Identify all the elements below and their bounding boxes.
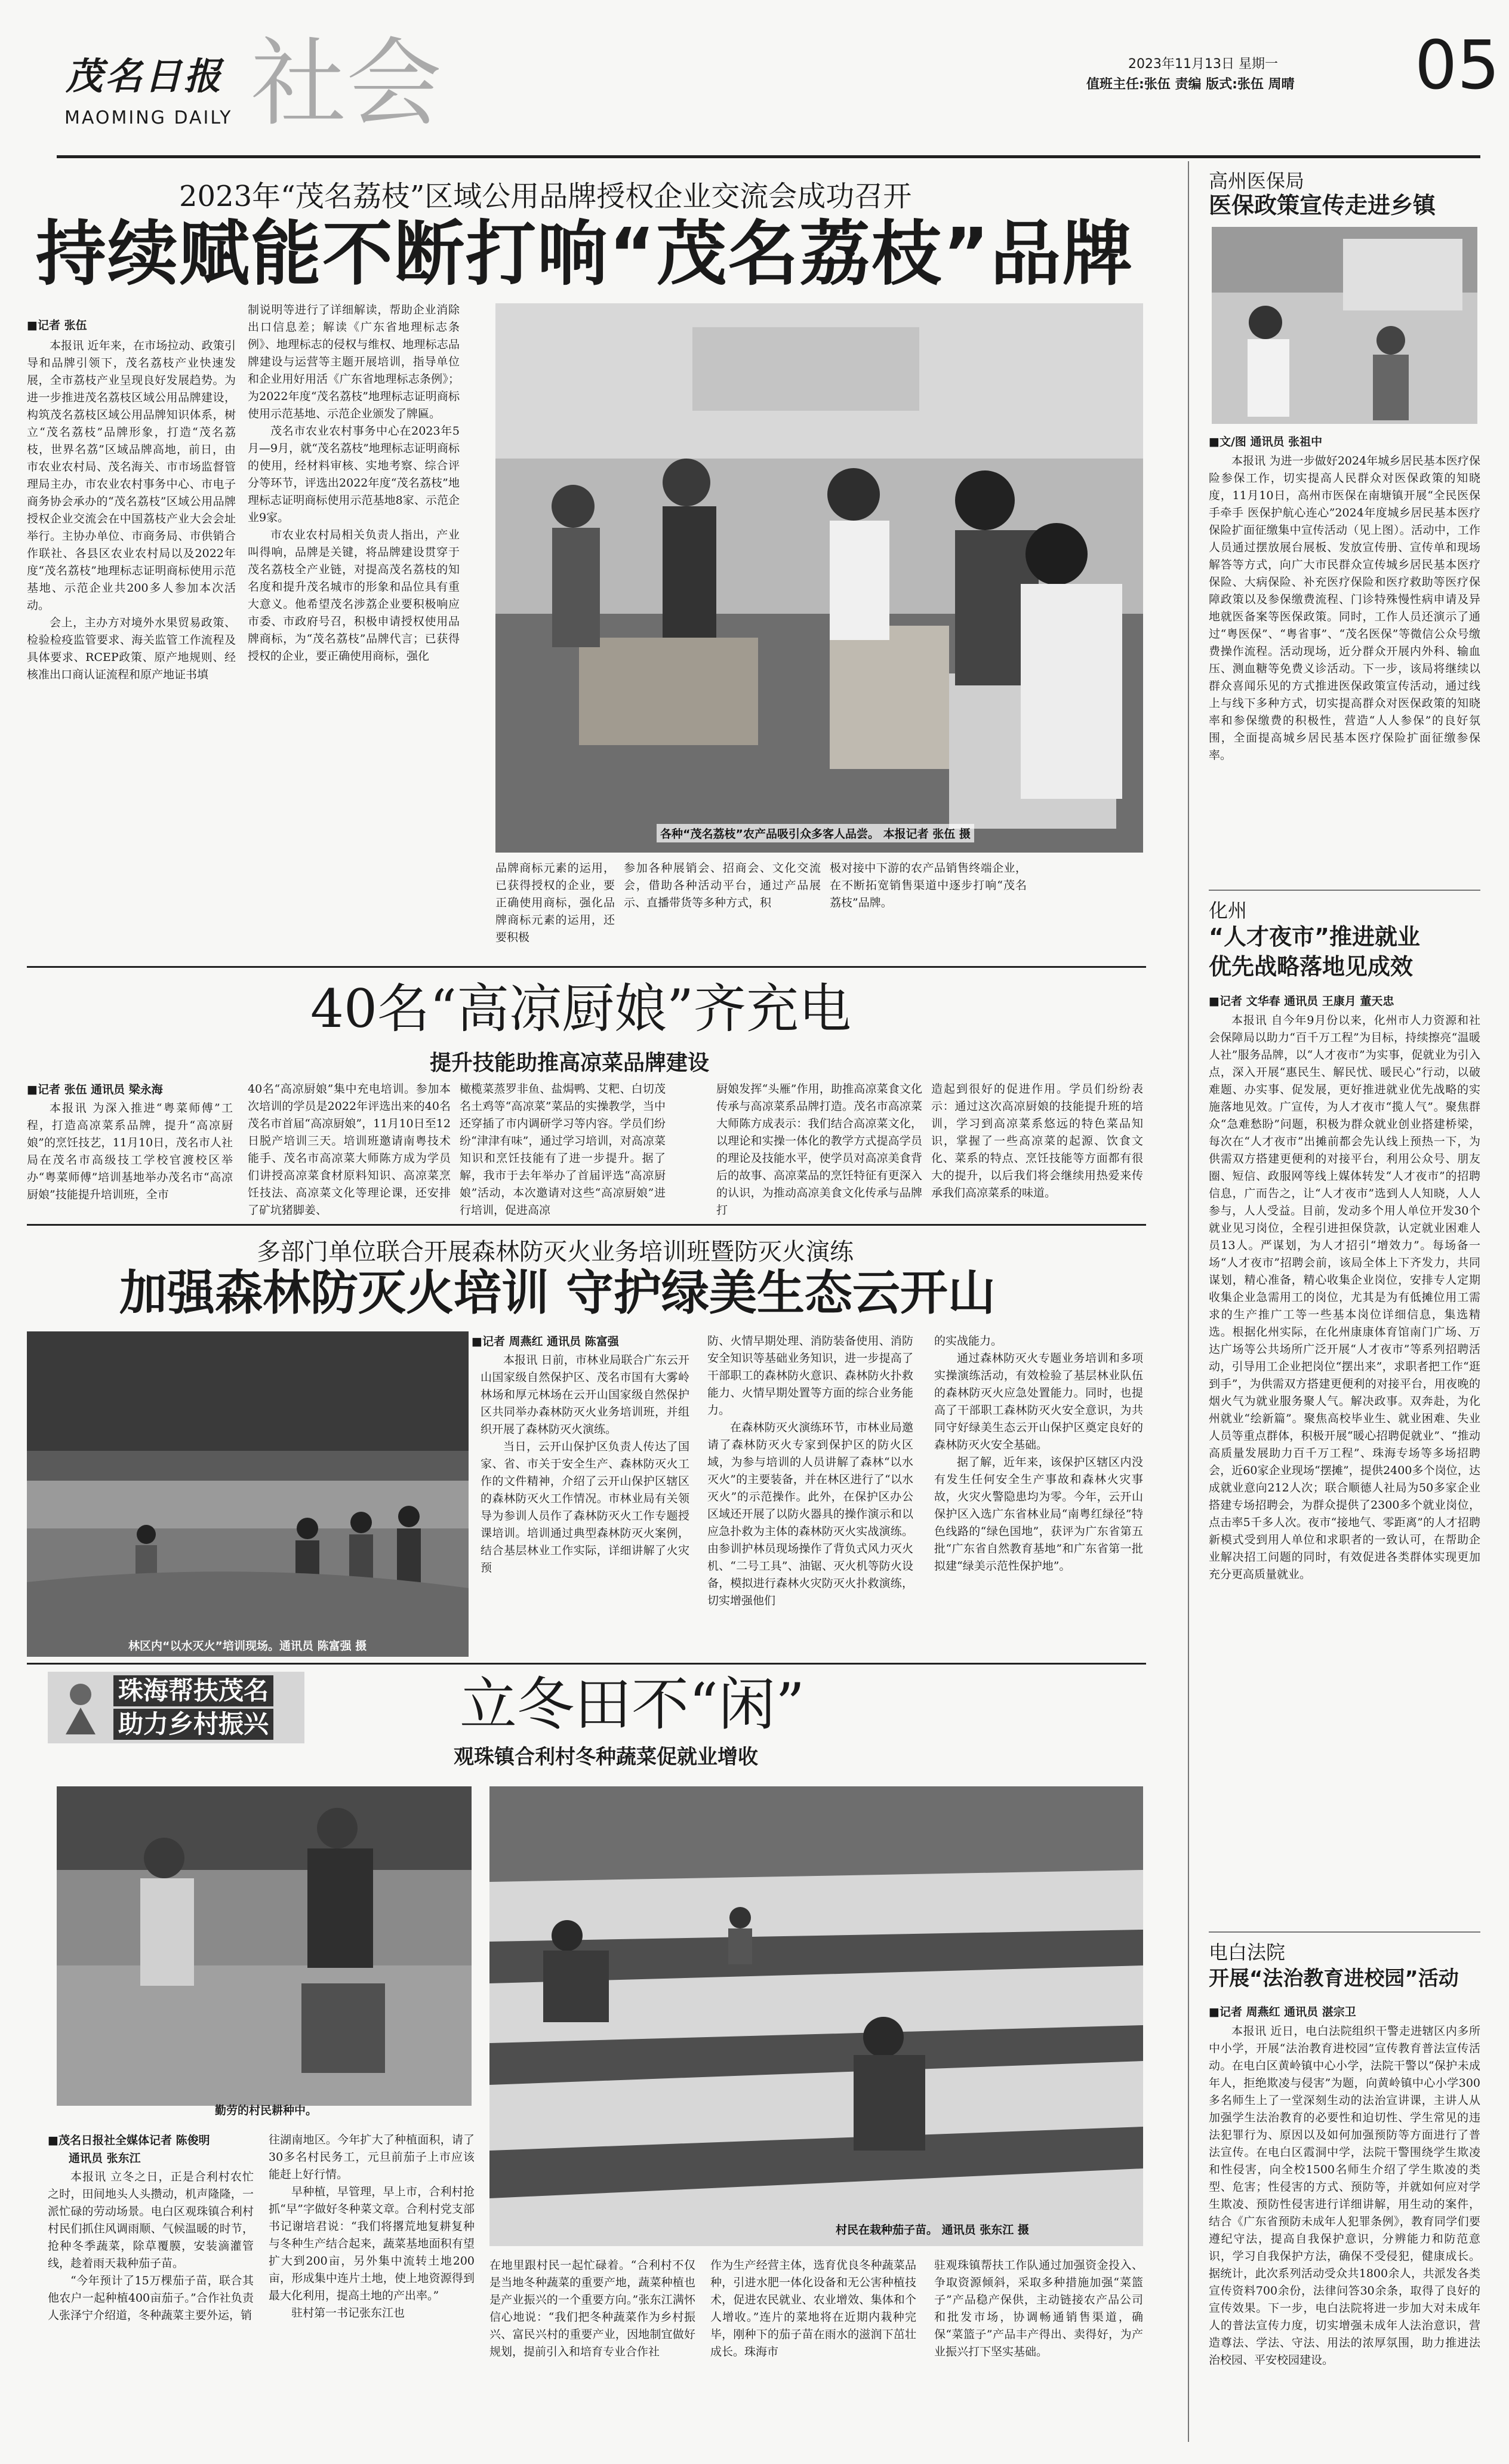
lead-paragraph: 茂名市农业农村事务中心在2023年5月—9月，就“茂名荔枝”地理标志证明商标的使用，经材料审核、实地考察、综合评分等环节，评选出2022年度“茂名荔枝”地理标志证明商标使用示范基地8家、示范企业9家。 [248,424,460,524]
issue-date: 2023年11月13日 星期一 [1128,57,1278,72]
farm-paragraph: 往湖南地区。今年扩大了种植面积，请了30多名村民务工，元旦前茄子上市应该能赶上好行情。 [269,2133,475,2181]
chef-byline: ■记者 张伍 通讯员 梁永海 [27,1083,163,1096]
chef-headline: 40名“高凉厨娘”齐充电 [310,978,851,1039]
chef-paragraph: 本报讯 为深入推进“粤菜师傅”工程，打造高凉菜系品牌，提升“高凉厨娘”的烹饪技艺，11月10日，茂名市人社局在茂名市高级技工学校官渡校区举办“粤菜师傅”培训基地举办茂名市“高凉厨娘”技能提升培训班，全市 [27,1102,233,1201]
farm-subhead: 观珠镇合利村冬种蔬菜促就业增收 [454,1745,758,1769]
lead-paragraph: 参加各种展销会、招商会、文化交流会，借助各种活动平台，通过产品展示、直播带货等多种方式，积 [624,862,821,909]
sidebar-1-byline: ■文/图 通讯员 张祖中 [1209,435,1323,448]
page-number: 05 [1415,27,1500,104]
sidebar-3-body [1209,2023,1480,2438]
banner-icon [54,1678,107,1737]
farm-paragraph: 驻村第一书记张东江也 [291,2306,405,2320]
lead-column-2 [248,302,460,961]
sidebar-1-kicker: 高州医保局 [1209,170,1305,192]
chef-column-2 [248,1081,451,1219]
sidebar-2-headline-1: “人才夜市”推进就业 [1209,924,1420,950]
forest-column-3 [934,1333,1143,1655]
chef-paragraph: 厨娘发挥“头雁”作用，助推高凉菜食文化传承与高凉菜系品牌打造。茂名市高凉菜大师陈方成表示：我们结合高凉菜文化，以理论和实操一体化的教学方式提高学员的理论及技能水平，使学员对高凉美食背后的故事、高凉菜品的烹饪特征有更深入的认识，为推动高凉美食文化传承与品牌打 [716,1082,922,1217]
newspaper-logo-en: MAOMING DAILY [64,107,233,128]
sidebar-2-kicker: 化州 [1209,899,1248,922]
forest-paragraph: 的实战能力。 [934,1334,1003,1348]
chef-column-5 [931,1081,1143,1219]
lead-paragraph: 品牌商标元素的运用，已获得授权的企业，要正确使用商标，强化品牌商标元素的运用，还要积极 [495,862,615,944]
masthead [0,0,1509,155]
farm-column-5 [934,2257,1143,2430]
sidebar-rule-1 [1209,890,1480,891]
farm-photo-villagers [57,1786,472,2106]
chef-bottom-rule [27,1224,1146,1226]
forest-headline: 加强森林防灭火培训 守护绿美生态云开山 [119,1265,996,1321]
forest-kicker: 多部门单位联合开展森林防灭火业务培训班暨防灭火演练 [257,1238,854,1266]
farm-byline-2: 通讯员 张东江 [69,2152,141,2165]
forest-paragraph: 防、火情早期处理、消防装备使用、消防安全知识等基础业务知识，进一步提高了干部职工的森林防火意识、森林防火扑救能力、火情早期处置等方面的综合业务能力。 [707,1334,913,1417]
chef-paragraph: 40名“高凉厨娘”集中充电培训。参加本次培训的学员是2022年评选出来的40名茂名市首届“高凉厨娘”，11月10日至12日脱产培训三天。培训班邀请南粤技术能手、茂名市高凉菜大师陈方成为学员们讲授高凉菜食材原料知识、高凉菜烹饪技法、高凉菜文化等理论课，还安排了矿坑猪脚姜、 [248,1082,451,1217]
chef-column-4 [716,1081,922,1219]
farm-column-1 [48,2168,254,2431]
banner-line-2: 助力乡村振兴 [113,1709,273,1740]
lead-paragraph: 极对接中下游的农产品销售终端企业，在不断拓宽销售渠道中逐步打响“茂名荔枝”品牌。 [830,862,1027,909]
forest-column-1 [481,1352,689,1650]
forest-byline: ■记者 周燕红 通讯员 陈富强 [472,1335,619,1348]
forest-paragraph: 在森林防灭火演练环节，市林业局邀请了森林防灭火专家到保护区的防火区域，为参与培训的人员讲解了森林“以水灭火”的主要装备，并在林区进行了“以水灭火”的示范操作。此外，在保护区办公区域还开展了以防火器具的操作演示和以应急扑救为主体的森林防灭火实战演练。由参训护林员现场操作了背负式风力灭火机、“二号工具”、油锯、灭火机等防火设备，模拟进行森林火灾防灭火扑救演练，切实增强他们 [707,1421,913,1607]
chef-paragraph: 造起到很好的促进作用。学员们纷纷表示：通过这次高凉厨娘的技能提升班的培训，学习到高凉菜系悠远的特色菜品知识，掌握了一些高凉菜的起源、饮食文化、菜系的特点、烹饪技能等方面都有很大的提升，以后我们将会继续用热爱来传承我们高凉菜系的味道。 [931,1082,1143,1199]
lead-kicker: 2023年“茂名荔枝”区域公用品牌授权企业交流会成功召开 [179,180,912,213]
forest-paragraph: 本报讯 日前，市林业局联合广东云开山国家级自然保护区、茂名市国有大雾岭林场和厚元林场在云开山国家级自然保护区共同举办森林防灭火业务培训班，并组织开展了森林防灭火演练。 [481,1353,689,1436]
sidebar-1-body [1209,453,1480,882]
forest-bottom-rule [27,1663,1146,1665]
farm-paragraph: 早种植，早管理，早上市，合利村抢抓“早”字做好冬种菜文章。合利村党支部书记谢培君说：“我们将撂荒地复耕复种与冬种生产结合起来，蔬菜基地面积有望扩大到200亩，另外集中流转土地200亩，形成集中连片土地，使上地资源得到最大化利用，提高土地的产出率。” [269,2185,475,2302]
sidebar-2-body [1209,1012,1480,1922]
lead-paragraph: 市农业农村局相关负责人指出，产业叫得响，品牌是关键，将品牌建设贯穿于茂名荔枝全产业链，对提高茂名荔枝的知名度和提升茂名城市的形象和品位具有重大意义。他希望茂名涉荔企业要积极响应市委、市政府号召，积极申请授权使用品牌商标，为“茂名荔枝”品牌代言；已获得授权的企业，要正确使用商标，强化 [248,528,460,663]
lead-paragraph: 会上，主办方对境外水果贸易政策、检验检疫监管要求、海关监管工作流程及具体要求、RCEP政策、原产地规则、经核准出口商认证流程和原产地证书填 [27,616,236,681]
sidebar-paragraph: 本报讯 为进一步做好2024年城乡居民基本医疗保险参保工作，切实提高人民群众对医保政策的知晓度，11月10日，高州市医保在南塘镇开展“全民医保手牵手 医保护航心连心”2024年度城乡居民基本医疗保险扩面征缴集中宣传活动（见上图）。活动中，工作人员通过摆放展台展板、发放宣传册、宣传单和现场解答等方式，向广大市民群众宣传城乡居民基本医疗保险、大病保险、补充医疗保险和医疗救助等医疗保障政策以及参保缴费流程、门诊特殊慢性病申请及异地就医备案等医保政策。同时，工作人员还演示了通过“粤医保”、“粤省事”、“茂名医保”等微信公众号缴费操作流程。活动现场，近分群众开展内外科、输血压、测血糖等免费义诊活动。下一步，该局将继续以群众喜闻乐见的方式推进医保政策宣传活动，通过线上与线下多种方式，切实提高群众对医保政策的知晓率和参保缴费的积极性，营造“人人参保”的良好氛围，全面提高城乡居民基本医疗保险扩面征缴参保率。 [1209,454,1480,762]
section-title: 社会 [251,27,442,139]
banner-line-1: 珠海帮扶茂名 [113,1675,273,1706]
forest-column-2 [707,1333,913,1655]
farm-paragraph: “今年预计了15万棵茄子苗，联合其他农户一起种植400亩茄子。”合作社负责人张泽宁介绍道，冬种蔬菜主要外运，销 [48,2274,254,2322]
farm-photo1-caption: 勤劳的村民耕种中。 [215,2104,318,2117]
lead-photo-caption: 各种“茂名荔枝”农产品吸引众多客人品尝。 本报记者 张伍 摄 [657,824,974,842]
masthead-rule [57,155,1480,158]
farm-headline: 立冬田不“闲” [460,1671,805,1738]
sidebar-1-headline: 医保政策宣传走进乡镇 [1209,192,1436,219]
chef-subhead: 提升技能助推高凉菜品牌建设 [430,1051,710,1075]
lead-column-5 [830,860,1027,961]
farm-column-2 [269,2131,475,2430]
sidebar-divider [1188,161,1189,2442]
farm-paragraph: 在地里跟村民一起忙碌着。“合利村不仅是当地冬种蔬菜的重要产地，蔬菜种植也是产业振兴的一个重要方向。”张东江满怀信心地说：“我们把冬种蔬菜作为乡村振兴、富民兴村的重要产业，因地制宜做好规划，提前引入和培育专业合作社 [489,2259,695,2358]
sidebar-paragraph: 本报讯 自今年9月份以来，化州市人力资源和社会保障局以助力“百千万工程”为目标，持续擦亮“温暖人社”服务品牌，以“人才夜市”为实事，促就业为引入点，深入开展“惠民生、解民忧、暖民心”行动，以破难题、办实事、促发展，更好推进就业优先战略的实施落地见效。广宣传，为人才夜市“揽人气”。聚焦群众“急难愁盼”问题，积极为群众就业创业搭建桥梁，每次在“人才夜市”出摊前都会先认线上预热一下，为供需双方搭建更便利的对接平台，利用公众号、朋友圈、短信、政服网等线上媒体转发“人才夜市”的招聘信息，广而告之，让“人才夜市”选到人人知晓，人人参与，人人受益。目前，发动多个用人单位开发30个就业见习岗位，全程引进担保贷款，认定就业困难人员13人。严谋划，为人才招引“增效力”。每场备一场“人才夜市”招聘会前，该局全体上下齐发力，共同谋划，精心准备，精心收集企业岗位，安排专人定期收集企业急需用工的岗位，尤其是为有低摊位用工需求的生产推广工等一些基本岗位详细信息，集选精选。根据化州实际，在化州康康体育馆南门广场、万达广场等公共场所广泛开展“人才夜市”等系列招聘活动，引导用工企业把岗位“摆出来”，求职者把工作“逛到手”，为供需双方搭建更便利的对接平台，用夜晚的烟火气为就业服务聚人气。解决政事。双奔赴，为化州就业“绘新篇”。聚焦高校毕业生、就业困难、失业人员等重点群体，积极开展“暖心招聘促就业”、“推动高质量发展助力百千万工程”、珠海专场等多场招聘会，近60家企业现场“摆摊”，提供2400多个岗位，达成就业意向212人次；联合顺德人社局为50多家企业搭建专场招聘会，为群众提供了2300多个就业岗位，点击率5千多人次。夜市“接地气、零距离”的人才招聘新模式受到用人单位和求职者的一致认可，在帮助企业解决招工问题的同时，有效促进各类群体实现更加充分更高质量就业。 [1209,1014,1480,1581]
sidebar-2-headline-2: 优先战略落地见成效 [1209,953,1413,980]
farm-column-4 [710,2257,916,2430]
farm-paragraph: 本报讯 立冬之日，正是合利村农忙之时，田间地头人头攒动，机声隆隆，一派忙碌的劳动场景。电白区观珠镇合利村村民们抓住风调雨顺、气候温暖的时节，抢种冬季蔬菜，除草覆膜，安装滴灌管线，趁着雨天栽种茄子苗。 [48,2170,254,2270]
farm-paragraph: 驻观珠镇帮扶工作队通过加强资金投入、争取资源倾斜，采取多种措施加强“菜篮子”产品稳产保供，主动链接农产品公司和批发市场，协调畅通销售渠道，确保“菜篮子”产品丰产得出、卖得好，为产业振兴打下坚实基础。 [934,2259,1143,2358]
lead-headline: 持续赋能不断打响“茂名荔枝”品牌 [36,213,1134,295]
chef-column-3 [460,1081,666,1219]
lead-paragraph: 本报讯 近年来，在市场拉动、政策引导和品牌引领下，茂名荔枝产业快速发展，全市荔枝产业呈现良好发展趋势。为进一步推进茂名荔枝区域公用品牌建设，构筑茂名荔枝区域公用品牌知识体系，树立“茂名荔枝”品牌形象，打造“茂名荔枝，世界名荔”区域品牌高地，前日，由市农业农村局、茂名海关、市市场监督管理局主办，市农业农村事务中心、市电子商务协会承办的“茂名荔枝”区域公用品牌授权企业交流会在中国荔枝产业大会会址举行。主协办单位、市商务局、市供销合作联社、各县区农业农村局以及2022年度“茂名荔枝”地理标志证明商标使用示范基地、示范企业共200多人参加本次活动。 [27,339,236,612]
forest-paragraph: 当日，云开山保护区负责人传达了国家、省、市关于安全生产、森林防灭火工作的文件精神，介绍了云开山保护区辖区的森林防灭火工作情况。市林业局有关领导为参训人员作了森林防灭火工作专题授课培训。培训通过典型森林防灭火案例，结合基层林业工作实际，详细讲解了火灾预 [481,1440,689,1574]
lead-column-3 [495,860,615,961]
lead-photo-lychee-fair [495,303,1143,853]
sidebar-2-byline: ■记者 文华春 通讯员 王康月 董天忠 [1209,995,1394,1008]
sidebar-1-photo [1212,227,1477,424]
sidebar-3-headline: 开展“法治教育进校园”活动 [1209,1967,1459,1991]
sidebar-rule-2 [1209,1931,1480,1933]
lead-column-4 [624,860,821,961]
farm-column-3 [489,2257,695,2430]
sidebar-3-kicker: 电白法院 [1209,1941,1286,1964]
forest-photo-training [27,1331,469,1657]
lead-paragraph: 制说明等进行了详细解读，帮助企业消除出口信息差；解读《广东省地理标志条例》、地理标志的侵权与维权、地理标志品牌建设与运营等主题开展培训，指导单位和企业用好用活《广东省地理标志条例》；为2022年度“茂名荔枝”地理标志证明商标使用示范基地、示范企业颁发了牌匾。 [248,303,460,420]
farm-photo-planting [489,1786,1143,2246]
forest-photo-caption: 林区内“以水灭火”培训现场。通讯员 陈富强 摄 [128,1639,367,1653]
newspaper-logo: 茂名日报 [66,54,224,98]
forest-paragraph: 通过森林防灭火专题业务培训和多项实操演练活动，有效检验了基层林业队伍的森林防灭火应急处置能力。同时，也提高了干部职工森林防灭火安全意识，为共同守好绿美生态云开山保护区奠定良好的森林防灭火安全基础。 [934,1352,1143,1451]
farm-byline-1: ■茂名日报社全媒体记者 陈俊明 [48,2134,210,2147]
farm-photo2-caption: 村民在栽种茄子苗。 通讯员 张东江 摄 [836,2223,1029,2237]
farm-banner [48,1672,304,1743]
lead-bottom-rule [27,966,1146,968]
lead-column-1 [27,337,236,961]
lead-byline: ■记者 张伍 [27,319,87,332]
sidebar-3-byline: ■记者 周燕红 通讯员 湛宗卫 [1209,2005,1356,2019]
farm-paragraph: 作为生产经营主体，选育优良冬种蔬菜品种，引进水肥一体化设备和无公害种植技术，促进农民就业、农业增效、集体和个人增收。”连片的菜地将在近期内栽种完毕，刚种下的茄子苗在雨水的滋润下茁壮成长。珠海市 [710,2259,916,2358]
chef-column-1 [27,1100,233,1219]
editor-credits: 值班主任:张伍 责编 版式:张伍 周晴 [1086,77,1295,92]
sidebar-paragraph: 本报讯 近日，电白法院组织干警走进辖区内多所中小学，开展“法治教育进校园”宣传教育普法宣传活动。在电白区黄岭镇中心小学，法院干警以“保护未成年人，拒绝欺凌与侵害”为题，向黄岭镇中心小学300多名师生上了一堂深刻生动的法治宣讲课，主讲人从加强学生法治教育的必要性和迫切性、学生常见的违法犯罪行为、原因以及如何加强预防等方面进行了普法宣传。在电白区霞洞中学，法院干警围绕学生欺凌和性侵害，向全校1500名师生介绍了学生欺凌的类型、危害；性侵害的方式、预防等，并就如何应对学生欺凌、预防性侵害进行详细讲解，用生动的案件，结合《广东省预防未成年人犯罪条例》，教育同学们要遵纪守法，提高自我保护意识，分辨能力和防范意识，学习自我保护方法，确保不受侵犯，健康成长。据统计，此次系列活动受众共1800余人，共派发各类宣传资料700余份，法律问答30余条，取得了良好的宣传效果。下一步，电白法院将进一步加大对未成年人的普法宣传力度，切实增强未成年人法治意识，营造尊法、学法、守法、用法的浓厚氛围，助力推进法治校园、平安校园建设。 [1209,2025,1480,2367]
forest-paragraph: 据了解，近年来，该保护区辖区内没有发生任何安全生产事故和森林火灾事故，火灾火警隐患均为零。今年，云开山保护区入选广东省林业局“南粤红绿径”特色线路的“绿色国地”，获评为广东省第五批“广东省自然教育基地”和广东省第一批拟建“绿美示范性保护地”。 [934,1456,1143,1573]
chef-paragraph: 橄榄菜蒸罗非鱼、盐焗鸭、艾粑、白切茂名土鸡等“高凉菜”菜品的实操教学，当中还穿插了市内调研学习等内容。学员们纷纷“津津有味”，通过学习培训，对高凉菜知识和烹饪技能有了进一步提升。据了解，我市于去年举办了首届评选“高凉厨娘”活动，本次邀请对这些“高凉厨娘”进行培训，促进高凉 [460,1082,666,1217]
